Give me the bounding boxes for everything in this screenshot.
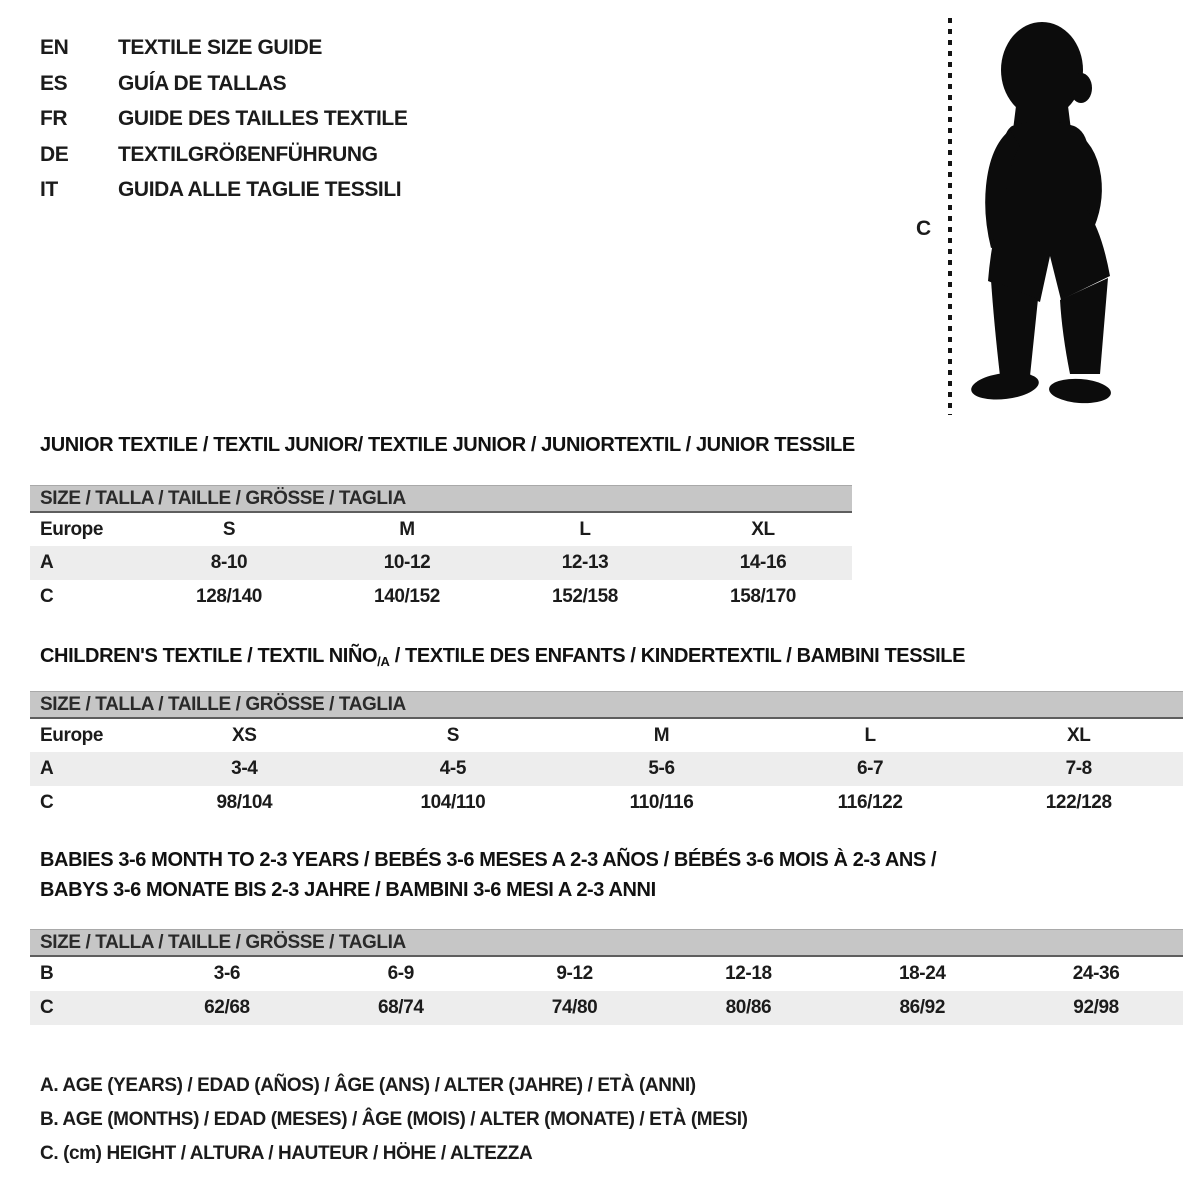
children-age-row xyxy=(30,752,1183,786)
babies-title-line1: BABIES 3-6 MONTH TO 2-3 YEARS / BEBÉS 3-6 MESES A 2-3 AÑOS / BÉBÉS 3-6 MOIS À 2-3 ANS / xyxy=(40,849,937,871)
value-cell: 140/152 xyxy=(374,586,440,607)
value-cell: 3-4 xyxy=(231,758,258,779)
language-row-de xyxy=(40,137,407,173)
children-size-header-band: SIZE / TALLA / TAILLE / GRÖSSE / TAGLIA xyxy=(30,691,1183,719)
junior-height-row xyxy=(30,580,852,613)
children-title-post: / TEXTILE DES ENFANTS / KINDERTEXTIL / BAMBINI TESSILE xyxy=(389,645,966,667)
size-cell: L xyxy=(864,725,876,746)
legend xyxy=(30,1069,1183,1171)
value-cell: 12-18 xyxy=(725,963,772,984)
legend-line-c: C. (cm) HEIGHT / ALTURA / HAUTEUR / HÖHE / ALTEZZA xyxy=(40,1143,533,1164)
value-cell: 9-12 xyxy=(556,963,593,984)
value-cell: 7-8 xyxy=(1065,758,1092,779)
babies-months-row xyxy=(30,957,1183,991)
language-label: TEXTILGRÖßENFÜHRUNG xyxy=(118,142,378,166)
size-cell: M xyxy=(653,725,670,746)
language-code: ES xyxy=(40,71,68,95)
value-cell: 116/122 xyxy=(837,792,903,813)
language-row-fr xyxy=(40,101,407,137)
value-cell: 74/80 xyxy=(551,997,598,1018)
value-cell: 5-6 xyxy=(648,758,675,779)
dashed-measure-line xyxy=(948,18,952,415)
language-label: GUIDA ALLE TAGLIE TESSILI xyxy=(118,178,402,201)
value-cell: 6-7 xyxy=(856,758,884,779)
value-cell: 24-36 xyxy=(1072,963,1120,984)
language-label: GUÍA DE TALLAS xyxy=(118,71,287,95)
size-cell: XS xyxy=(232,725,257,746)
value-cell: 92/98 xyxy=(1073,997,1119,1018)
size-cell: M xyxy=(399,519,415,540)
language-row-es xyxy=(40,66,407,102)
value-cell: 152/158 xyxy=(552,586,618,607)
measure-c-label: C xyxy=(916,217,931,240)
language-list xyxy=(40,30,407,208)
size-cell: S xyxy=(222,519,236,540)
value-cell: 14-16 xyxy=(739,552,787,573)
junior-size-header-band: SIZE / TALLA / TAILLE / GRÖSSE / TAGLIA xyxy=(30,485,852,513)
babies-size-table xyxy=(30,929,1183,1025)
language-row-en xyxy=(40,30,407,66)
value-cell: 158/170 xyxy=(730,586,796,607)
language-code: FR xyxy=(40,107,68,130)
size-cell: XL xyxy=(1066,725,1091,746)
value-cell: 6-9 xyxy=(387,963,414,984)
junior-header-row xyxy=(30,513,852,546)
value-cell: 68/74 xyxy=(377,997,424,1018)
size-guide-content xyxy=(30,434,1183,1171)
value-cell: 18-24 xyxy=(898,963,946,984)
junior-section-title: JUNIOR TEXTILE / TEXTIL JUNIOR/ TEXTILE JUNIOR / JUNIORTEXTIL / JUNIOR TESSILE xyxy=(40,434,855,456)
row-label: B xyxy=(40,963,54,984)
language-code: DE xyxy=(40,142,69,166)
value-cell: 10-12 xyxy=(383,552,431,573)
value-cell: 12-13 xyxy=(561,552,609,573)
height-measure-figure xyxy=(900,14,1160,419)
babies-size-header-band: SIZE / TALLA / TAILLE / GRÖSSE / TAGLIA xyxy=(30,929,1183,957)
legend-line-a: A. AGE (YEARS) / EDAD (AÑOS) / ÂGE (ANS) / ALTER (JAHRE) / ETÀ (ANNI) xyxy=(40,1075,696,1096)
size-cell: XL xyxy=(751,519,775,540)
row-label: C xyxy=(40,792,54,813)
language-code: IT xyxy=(40,178,58,201)
size-cell: L xyxy=(579,519,591,540)
language-label: TEXTILE SIZE GUIDE xyxy=(118,36,322,59)
children-title-pre: CHILDREN'S TEXTILE / TEXTIL NIÑO xyxy=(40,645,378,667)
language-row-it xyxy=(40,172,407,208)
region-label: Europe xyxy=(40,725,104,746)
value-cell: 128/140 xyxy=(196,586,262,607)
size-cell: S xyxy=(446,725,460,746)
region-label: Europe xyxy=(40,519,104,540)
row-label: A xyxy=(40,758,54,779)
value-cell: 3-6 xyxy=(213,963,241,984)
babies-section-title xyxy=(30,845,1183,905)
children-size-table xyxy=(30,691,1183,819)
language-label: GUIDE DES TAILLES TEXTILE xyxy=(118,107,408,130)
legend-line-b: B. AGE (MONTHS) / EDAD (MESES) / ÂGE (MOIS) / ALTER (MONATE) / ETÀ (MESI) xyxy=(40,1109,748,1130)
children-header-row xyxy=(30,719,1183,752)
value-cell: 104/110 xyxy=(420,792,486,813)
baby-silhouette-icon xyxy=(960,14,1140,414)
babies-height-row xyxy=(30,991,1183,1025)
value-cell: 62/68 xyxy=(204,997,250,1018)
value-cell: 8-10 xyxy=(210,552,248,573)
row-label: C xyxy=(40,997,54,1018)
value-cell: 4-5 xyxy=(439,758,467,779)
children-section-title xyxy=(30,645,1183,669)
junior-age-row xyxy=(30,546,852,580)
value-cell: 110/116 xyxy=(629,792,694,813)
children-title-sub: /A xyxy=(377,654,390,669)
value-cell: 122/128 xyxy=(1045,792,1112,813)
value-cell: 98/104 xyxy=(216,792,273,813)
language-code: EN xyxy=(40,36,69,59)
junior-size-table xyxy=(30,485,852,613)
value-cell: 86/92 xyxy=(899,997,946,1018)
row-label: C xyxy=(40,586,54,607)
children-height-row xyxy=(30,786,1183,819)
row-label: A xyxy=(40,552,54,573)
babies-title-line2: BABYS 3-6 MONATE BIS 2-3 JAHRE / BAMBINI 3-6 MESI A 2-3 ANNI xyxy=(40,879,656,901)
value-cell: 80/86 xyxy=(725,997,772,1018)
